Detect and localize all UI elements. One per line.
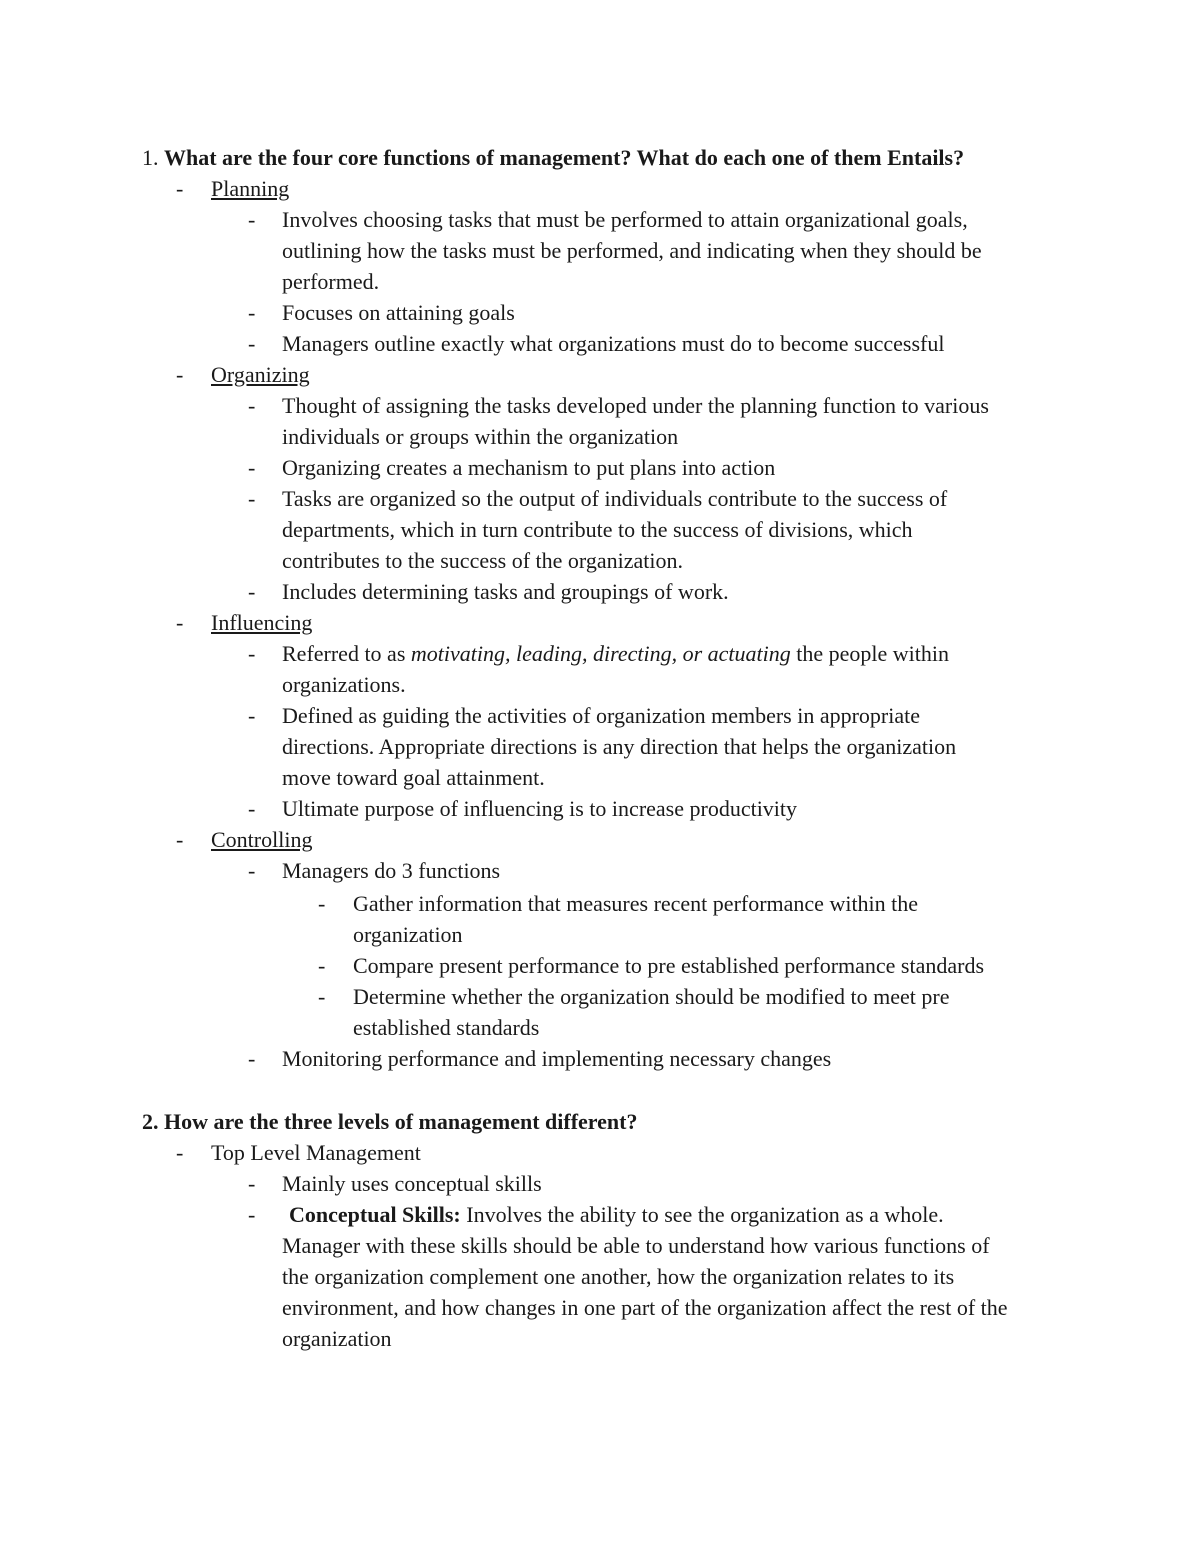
list-item	[289, 1199, 944, 1230]
bullet-dash: -	[176, 176, 184, 201]
list-item: Determine whether the organization should be modified to meet pre	[353, 984, 950, 1009]
bullet-dash: -	[248, 393, 256, 418]
list-item: organization	[353, 922, 463, 947]
list-item: Thought of assigning the tasks developed under the planning function to various	[282, 393, 989, 418]
text-run: Involves the ability to see the organization as a whole.	[460, 1202, 944, 1227]
list-item	[282, 638, 949, 669]
bullet-dash: -	[248, 207, 256, 232]
organizing-heading: Organizing	[211, 362, 310, 387]
list-item: organization	[282, 1326, 392, 1351]
list-item: Tasks are organized so the output of individuals contribute to the success of	[282, 486, 948, 511]
list-item: Managers outline exactly what organizations must do to become successful	[282, 331, 945, 356]
q1-number: 1.	[142, 145, 159, 170]
list-item: Monitoring performance and implementing necessary changes	[282, 1046, 832, 1071]
list-item: Managers do 3 functions	[282, 858, 501, 883]
planning-heading: Planning	[211, 176, 290, 201]
list-item: Ultimate purpose of influencing is to increase productivity	[282, 796, 798, 821]
bullet-dash: -	[248, 455, 256, 480]
list-item: organizations.	[282, 672, 406, 697]
bullet-dash: -	[248, 1046, 256, 1071]
controlling-heading: Controlling	[211, 827, 313, 852]
bullet-dash: -	[176, 1140, 184, 1165]
bullet-dash: -	[248, 300, 256, 325]
list-item: Compare present performance to pre established performance standards	[353, 953, 985, 978]
bullet-dash: -	[248, 486, 256, 511]
italic-run: motivating, leading, directing, or actuating	[410, 641, 791, 666]
q2-title: 2. How are the three levels of management different?	[142, 1109, 638, 1134]
list-item: move toward goal attainment.	[282, 765, 545, 790]
list-item: Gather information that measures recent performance within the	[353, 891, 919, 916]
list-item: departments, which in turn contribute to the success of divisions, which	[282, 517, 913, 542]
list-item: individuals or groups within the organization	[282, 424, 679, 449]
list-item: Organizing creates a mechanism to put plans into action	[282, 455, 776, 480]
q1-question: What are the four core functions of management? What do each one of them Entails?	[164, 145, 965, 170]
list-item: contributes to the success of the organization.	[282, 548, 683, 573]
list-item: the organization complement one another, how the organization relates to its	[282, 1264, 955, 1289]
bullet-dash: -	[248, 1202, 256, 1227]
bold-run: Conceptual Skills:	[289, 1202, 461, 1227]
list-item: outlining how the tasks must be performed, and indicating when they should be	[282, 238, 982, 263]
bullet-dash: -	[248, 858, 256, 883]
text-run: Referred to as	[282, 641, 411, 666]
bullet-dash: -	[318, 891, 326, 916]
influencing-heading: Influencing	[211, 610, 313, 635]
bullet-dash: -	[318, 953, 326, 978]
bullet-dash: -	[176, 362, 184, 387]
q1-title	[142, 142, 964, 173]
text-run: the people within	[790, 641, 950, 666]
bullet-dash: -	[248, 331, 256, 356]
list-item: established standards	[353, 1015, 540, 1040]
list-item: Involves choosing tasks that must be performed to attain organizational goals,	[282, 207, 968, 232]
bullet-dash: -	[176, 610, 184, 635]
bullet-dash: -	[248, 1171, 256, 1196]
bullet-dash: -	[318, 984, 326, 1009]
bullet-dash: -	[248, 703, 256, 728]
bullet-dash: -	[248, 796, 256, 821]
list-item: directions. Appropriate directions is any direction that helps the organization	[282, 734, 957, 759]
bullet-dash: -	[176, 827, 184, 852]
list-item: performed.	[282, 269, 380, 294]
top-level-heading: Top Level Management	[211, 1140, 421, 1165]
list-item: Mainly uses conceptual skills	[282, 1171, 542, 1196]
bullet-dash: -	[248, 641, 256, 666]
list-item: environment, and how changes in one part of the organization affect the rest of the	[282, 1295, 1008, 1320]
list-item: Focuses on attaining goals	[282, 300, 515, 325]
list-item: Manager with these skills should be able to understand how various functions of	[282, 1233, 990, 1258]
list-item: Defined as guiding the activities of organization members in appropriate	[282, 703, 921, 728]
list-item: Includes determining tasks and groupings of work.	[282, 579, 729, 604]
bullet-dash: -	[248, 579, 256, 604]
